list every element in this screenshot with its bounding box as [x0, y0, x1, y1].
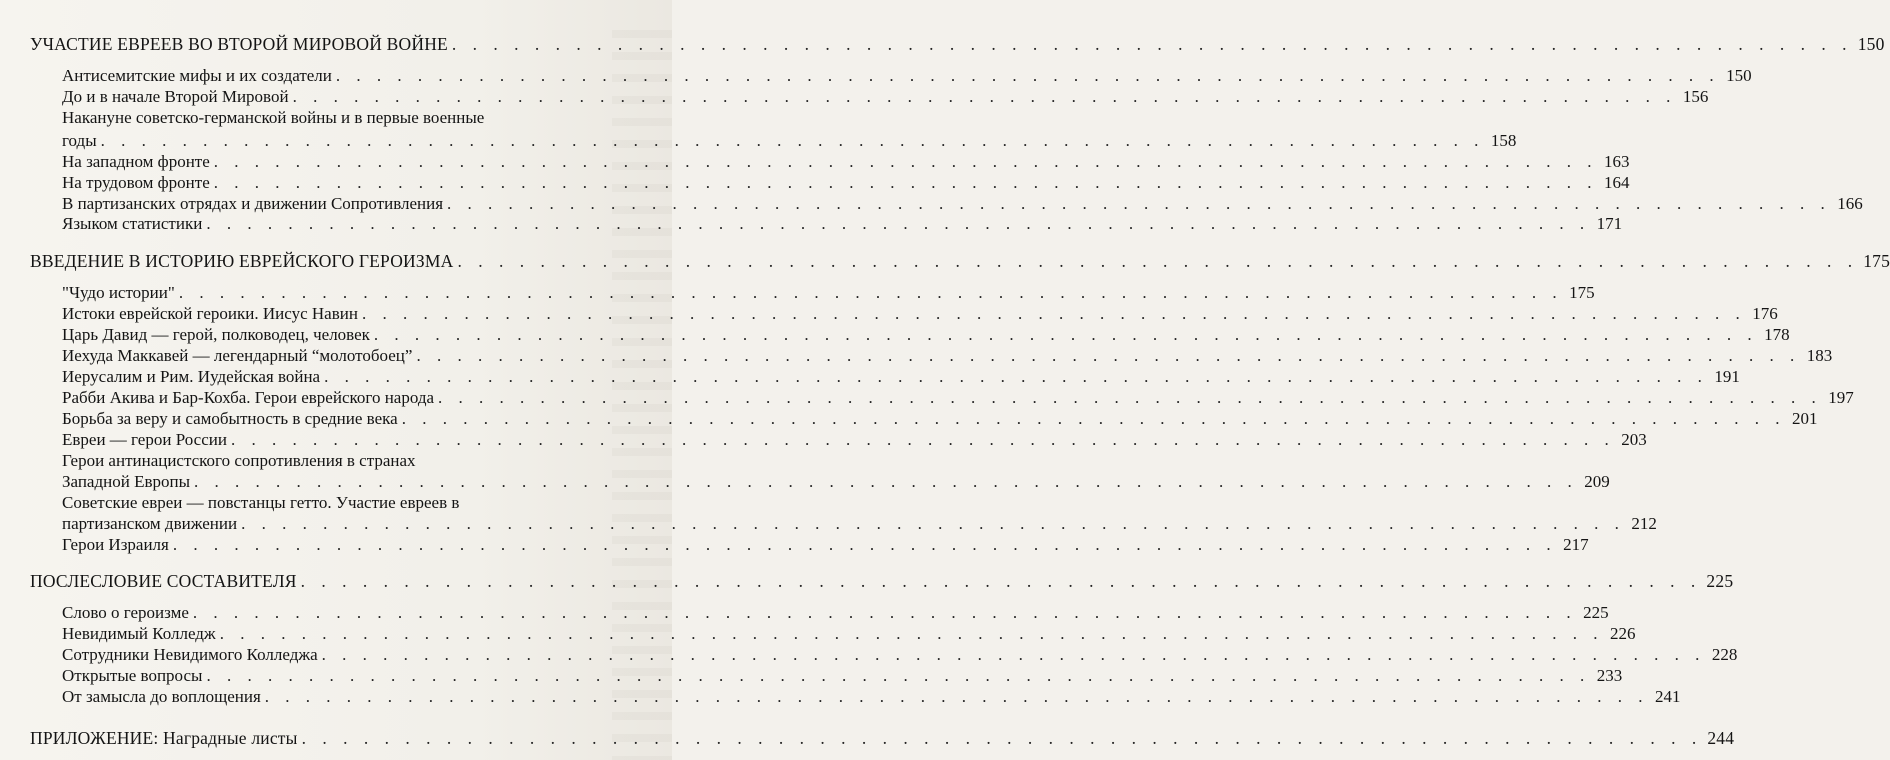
entry-title-line: Советские евреи — повстанцы гетто. Участие евреев в — [62, 493, 460, 512]
page-number: 226 — [1609, 624, 1636, 643]
section-title: ВВЕДЕНИЕ В ИСТОРИЮ ЕВРЕЙСКОГО ГЕРОИЗМА — [30, 251, 454, 271]
toc-entry — [62, 603, 1609, 623]
toc-entry — [62, 535, 1589, 555]
toc-entry — [62, 430, 1647, 450]
leader-dots — [194, 472, 1578, 492]
toc-entry — [62, 173, 1630, 193]
entry-title-continuation: партизанском движении — [62, 514, 238, 533]
page-number: 244 — [1707, 728, 1735, 748]
toc-entry — [62, 367, 1740, 387]
section-title: УЧАСТИЕ ЕВРЕЕВ ВО ВТОРОЙ МИРОВОЙ ВОЙНЕ — [30, 34, 448, 54]
entry-title: Открытые вопросы — [62, 666, 203, 685]
leader-dots — [214, 152, 1598, 172]
entry-title: Невидимый Колледж — [62, 624, 216, 643]
page-number: 176 — [1752, 304, 1778, 323]
toc-entry — [62, 645, 1738, 665]
toc-entry — [62, 283, 1595, 303]
leader-dots — [301, 571, 1702, 592]
toc-entry — [62, 666, 1623, 686]
entry-title: Евреи — герои России — [62, 430, 227, 449]
leader-dots — [206, 214, 1590, 234]
toc-entry — [62, 304, 1778, 324]
leader-dots — [302, 728, 1703, 749]
entry-title: Иерусалим и Рим. Иудейская война — [62, 367, 321, 386]
toc-entry — [62, 388, 1854, 408]
leader-dots — [193, 603, 1577, 623]
page-number: 191 — [1714, 367, 1740, 386]
page-number: 217 — [1563, 535, 1589, 554]
entry-title: Истоки еврейской героики. Иисус Навин — [62, 304, 358, 323]
leader-dots — [452, 34, 1853, 55]
page-number: 225 — [1706, 571, 1734, 591]
leader-dots — [322, 645, 1706, 665]
entry-title: В партизанских отрядах и движении Сопротивления — [62, 194, 444, 213]
entry-title: От замысла до воплощения — [62, 687, 261, 706]
toc-entry — [62, 472, 1610, 492]
leader-dots — [362, 304, 1746, 324]
page-number: 178 — [1764, 325, 1790, 344]
page-number: 158 — [1490, 131, 1517, 150]
leader-dots — [220, 624, 1604, 644]
entry-title-line: Накануне советско-германской войны и в первые военные — [62, 108, 485, 127]
section-title: ПОСЛЕСЛОВИЕ СОСТАВИТЕЛЯ — [30, 571, 297, 591]
entry-title: Царь Давид — герой, полководец, человек — [62, 325, 370, 344]
entry-title: Слово о героизме — [62, 603, 189, 622]
leader-dots — [206, 666, 1590, 686]
leader-dots — [402, 409, 1786, 429]
entry-title: Герои Израиля — [62, 535, 169, 554]
page-number: 150 — [1857, 34, 1885, 54]
toc-entry — [62, 87, 1709, 107]
toc-entry — [62, 194, 1863, 214]
page-number: 163 — [1604, 152, 1630, 171]
toc-section-heading — [30, 34, 1885, 55]
entry-title: До и в начале Второй Мировой — [62, 87, 289, 106]
entry-title: Языком статистики — [62, 214, 203, 233]
leader-dots — [374, 325, 1758, 345]
leader-dots — [265, 687, 1649, 707]
entry-title: На трудовом фронте — [62, 173, 210, 192]
toc-entry — [62, 66, 1752, 86]
entry-title: Сотрудники Невидимого Колледжа — [62, 645, 318, 664]
leader-dots — [214, 173, 1598, 193]
toc-section-heading — [30, 728, 1735, 749]
toc-entry — [62, 325, 1790, 345]
entry-title-continuation: Западной Европы — [62, 472, 191, 491]
page-number: 233 — [1596, 666, 1623, 685]
page-number: 228 — [1711, 645, 1738, 664]
leader-dots — [241, 514, 1625, 534]
toc-entry — [62, 624, 1636, 644]
page-number: 209 — [1584, 472, 1610, 491]
toc-entry — [62, 409, 1818, 429]
leader-dots — [231, 430, 1615, 450]
page-number: 212 — [1631, 514, 1657, 533]
page-number: 150 — [1726, 66, 1752, 85]
page-number: 183 — [1806, 346, 1833, 365]
page-number: 175 — [1863, 251, 1890, 271]
entry-title: Борьба за веру и самобытность в средние века — [62, 409, 398, 428]
toc-entry — [62, 346, 1833, 366]
leader-dots — [438, 388, 1822, 408]
leader-dots — [336, 66, 1720, 86]
toc-entry — [62, 687, 1681, 707]
section-title: ПРИЛОЖЕНИЕ: Наградные листы — [30, 728, 298, 748]
page-number: 203 — [1621, 430, 1647, 449]
entry-title: Антисемитские мифы и их создатели — [62, 66, 332, 85]
leader-dots — [293, 87, 1677, 107]
page-number: 166 — [1837, 194, 1863, 213]
leader-dots — [179, 283, 1563, 303]
page-number: 197 — [1828, 388, 1854, 407]
leader-dots — [324, 367, 1708, 387]
page-number: 201 — [1791, 409, 1818, 428]
page-number: 225 — [1583, 603, 1609, 622]
entry-title-continuation: годы — [62, 131, 97, 150]
toc-entry — [62, 131, 1517, 151]
entry-title: "Чудо истории" — [62, 283, 175, 302]
leader-dots — [447, 194, 1831, 214]
toc-entry — [62, 152, 1630, 172]
toc-section-heading — [30, 571, 1734, 592]
entry-title: Иехуда Маккавей — легендарный “молотобоец” — [62, 346, 413, 365]
entry-title: На западном фронте — [62, 152, 210, 171]
page-number: 171 — [1596, 214, 1623, 233]
leader-dots — [416, 346, 1800, 366]
toc-section-heading — [30, 251, 1890, 272]
page-number: 164 — [1604, 173, 1630, 192]
leader-dots — [173, 535, 1557, 555]
entry-title: Рабби Акива и Бар-Кохба. Герои еврейского народа — [62, 388, 435, 407]
entry-title-line: Герои антинацистского сопротивления в странах — [62, 451, 416, 470]
toc-entry — [62, 214, 1623, 234]
leader-dots — [101, 131, 1485, 151]
page-number: 175 — [1569, 283, 1595, 302]
toc-entry — [62, 514, 1657, 534]
leader-dots — [457, 251, 1858, 272]
page-number: 241 — [1655, 687, 1681, 706]
page-number: 156 — [1682, 87, 1709, 106]
